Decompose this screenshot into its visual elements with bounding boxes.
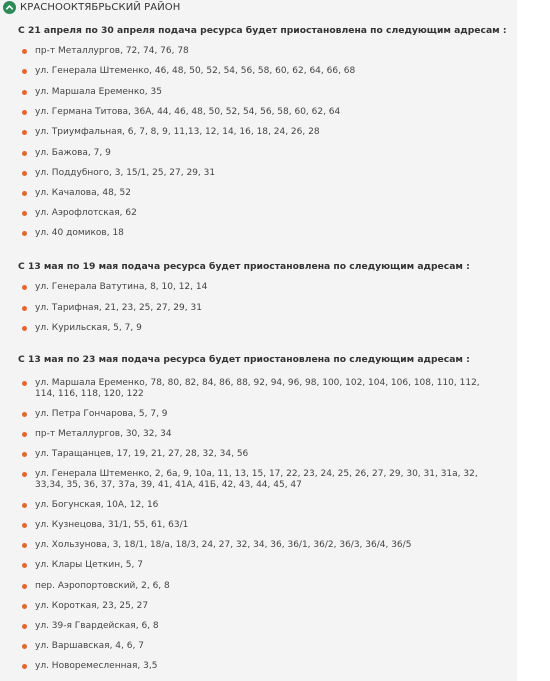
bullet-icon	[22, 285, 27, 290]
bullet-icon	[22, 503, 27, 508]
bullet-icon	[22, 432, 27, 437]
section-title-apr21-apr30: С 21 апреля по 30 апреля подача ресурса будет приостановлена по следующим адресам :	[18, 25, 507, 36]
bullet-icon	[22, 130, 27, 135]
district-title: КРАСНООКТЯБРЬСКИЙ РАЙОН	[20, 2, 181, 13]
bullet-icon	[22, 644, 27, 649]
bullet-icon	[22, 306, 27, 311]
bullet-icon	[22, 326, 27, 331]
section-title-may13-may19: С 13 мая по 19 мая подача ресурса будет приостановлена по следующим адресам :	[18, 261, 470, 272]
bullet-icon	[22, 90, 27, 95]
bullet-icon	[22, 211, 27, 216]
bullet-icon	[22, 381, 27, 386]
bullet-icon	[22, 69, 27, 74]
bullet-icon	[22, 664, 27, 669]
bullet-icon	[22, 543, 27, 548]
bullet-icon	[22, 151, 27, 156]
outage-content: С 21 апреля по 30 апреля подача ресурса будет приостановлена по следующим адресам : пр-т Металлургов, 72, 74, 76, 78 ул. Генерала Штеменко, 46, 48, 50, 52, 54, 56, 58, 60, 62, 64, 66, 68 ул. Маршала Еременко, 35 ул. Германа Титова, 36А, 44, 46, 48, 50, 52, 54, 56, 58, 60, 62, 64 ул. Триумфальная, 6, 7, 8, 9, 11,13, 12, 14, 16, 18, 24, 26, 28 ул. Бажова, 7, 9 ул. Поддубного, 3, 15/1, 25, 27, 29, 31 ул. Качалова, 48, 52 ул. Аэрофлотская, 62 ул. 40 домиков, 18 С 13 мая по 19 мая подача ресурса будет приостановлена по следующим адресам : ул. Генерала Ватутина, 8, 10, 12, 14 ул. Тарифная, 21, 23, 25, 27, 29, 31 ул. Курильская, 5, 7, 9 С 13 мая по 23 мая подача ресурса будет приостановлена по следующим адресам : ул. Маршала Еременко, 78, 80, 82, 84, 86, 88, 92, 94, 96, 98, 100, 102, 104, 106, 108, 110, 112, 114, 116, 118, 120, 122 ул. Петра Гончарова, 5, 7, 9 пр-т Металлургов, 30, 32, 34 ул. Таращанцев, 17, 19, 21, 27, 28, 32, 34, 56 ул. Генерала Штеменко, 2, 6а, 9, 10а, 11, 13, 15, 17, 22, 23, 24, 25, 26, 27, 29, 30, 31, 31а, 32, 33,34, 35, 36, 37, 37а, 39, 41, 41А, 41Б, 42, 43, 44, 45, 47 ул. Богунская, 10А, 12, 16 ул. Кузнецова, 31/1, 55, 61, 63/1 ул. Хользунова, 3, 18/1, 18/а, 18/3, 24, 27, 32, 34, 36, 36/1, 36/2, 36/3, 36/4, 36/5 ул. Клары Цеткин, 5, 7 пер. Аэропортовский, 2, 6, 8 ул. Короткая, 23, 25, 27 ул. 39-я Гвардейская, 6, 8 ул. Варшавская, 4, 6, 7 ул. Новоремесленная, 3,5	[0, 18, 517, 681]
bullet-icon	[22, 563, 27, 568]
bullet-icon	[22, 523, 27, 528]
district-header[interactable]	[3, 0, 180, 15]
bullet-icon	[22, 412, 27, 417]
bullet-icon	[22, 191, 27, 196]
bullet-icon	[22, 624, 27, 629]
bullet-icon	[22, 452, 27, 457]
bullet-icon	[22, 110, 27, 115]
bullet-icon	[22, 584, 27, 589]
bullet-icon	[22, 604, 27, 609]
bullet-icon	[22, 49, 27, 54]
section-title-may13-may23: С 13 мая по 23 мая подача ресурса будет приостановлена по следующим адресам :	[18, 354, 470, 365]
bullet-icon	[22, 171, 27, 176]
bullet-icon	[22, 472, 27, 477]
bullet-icon	[22, 231, 27, 236]
chevron-up-icon[interactable]	[3, 1, 16, 14]
